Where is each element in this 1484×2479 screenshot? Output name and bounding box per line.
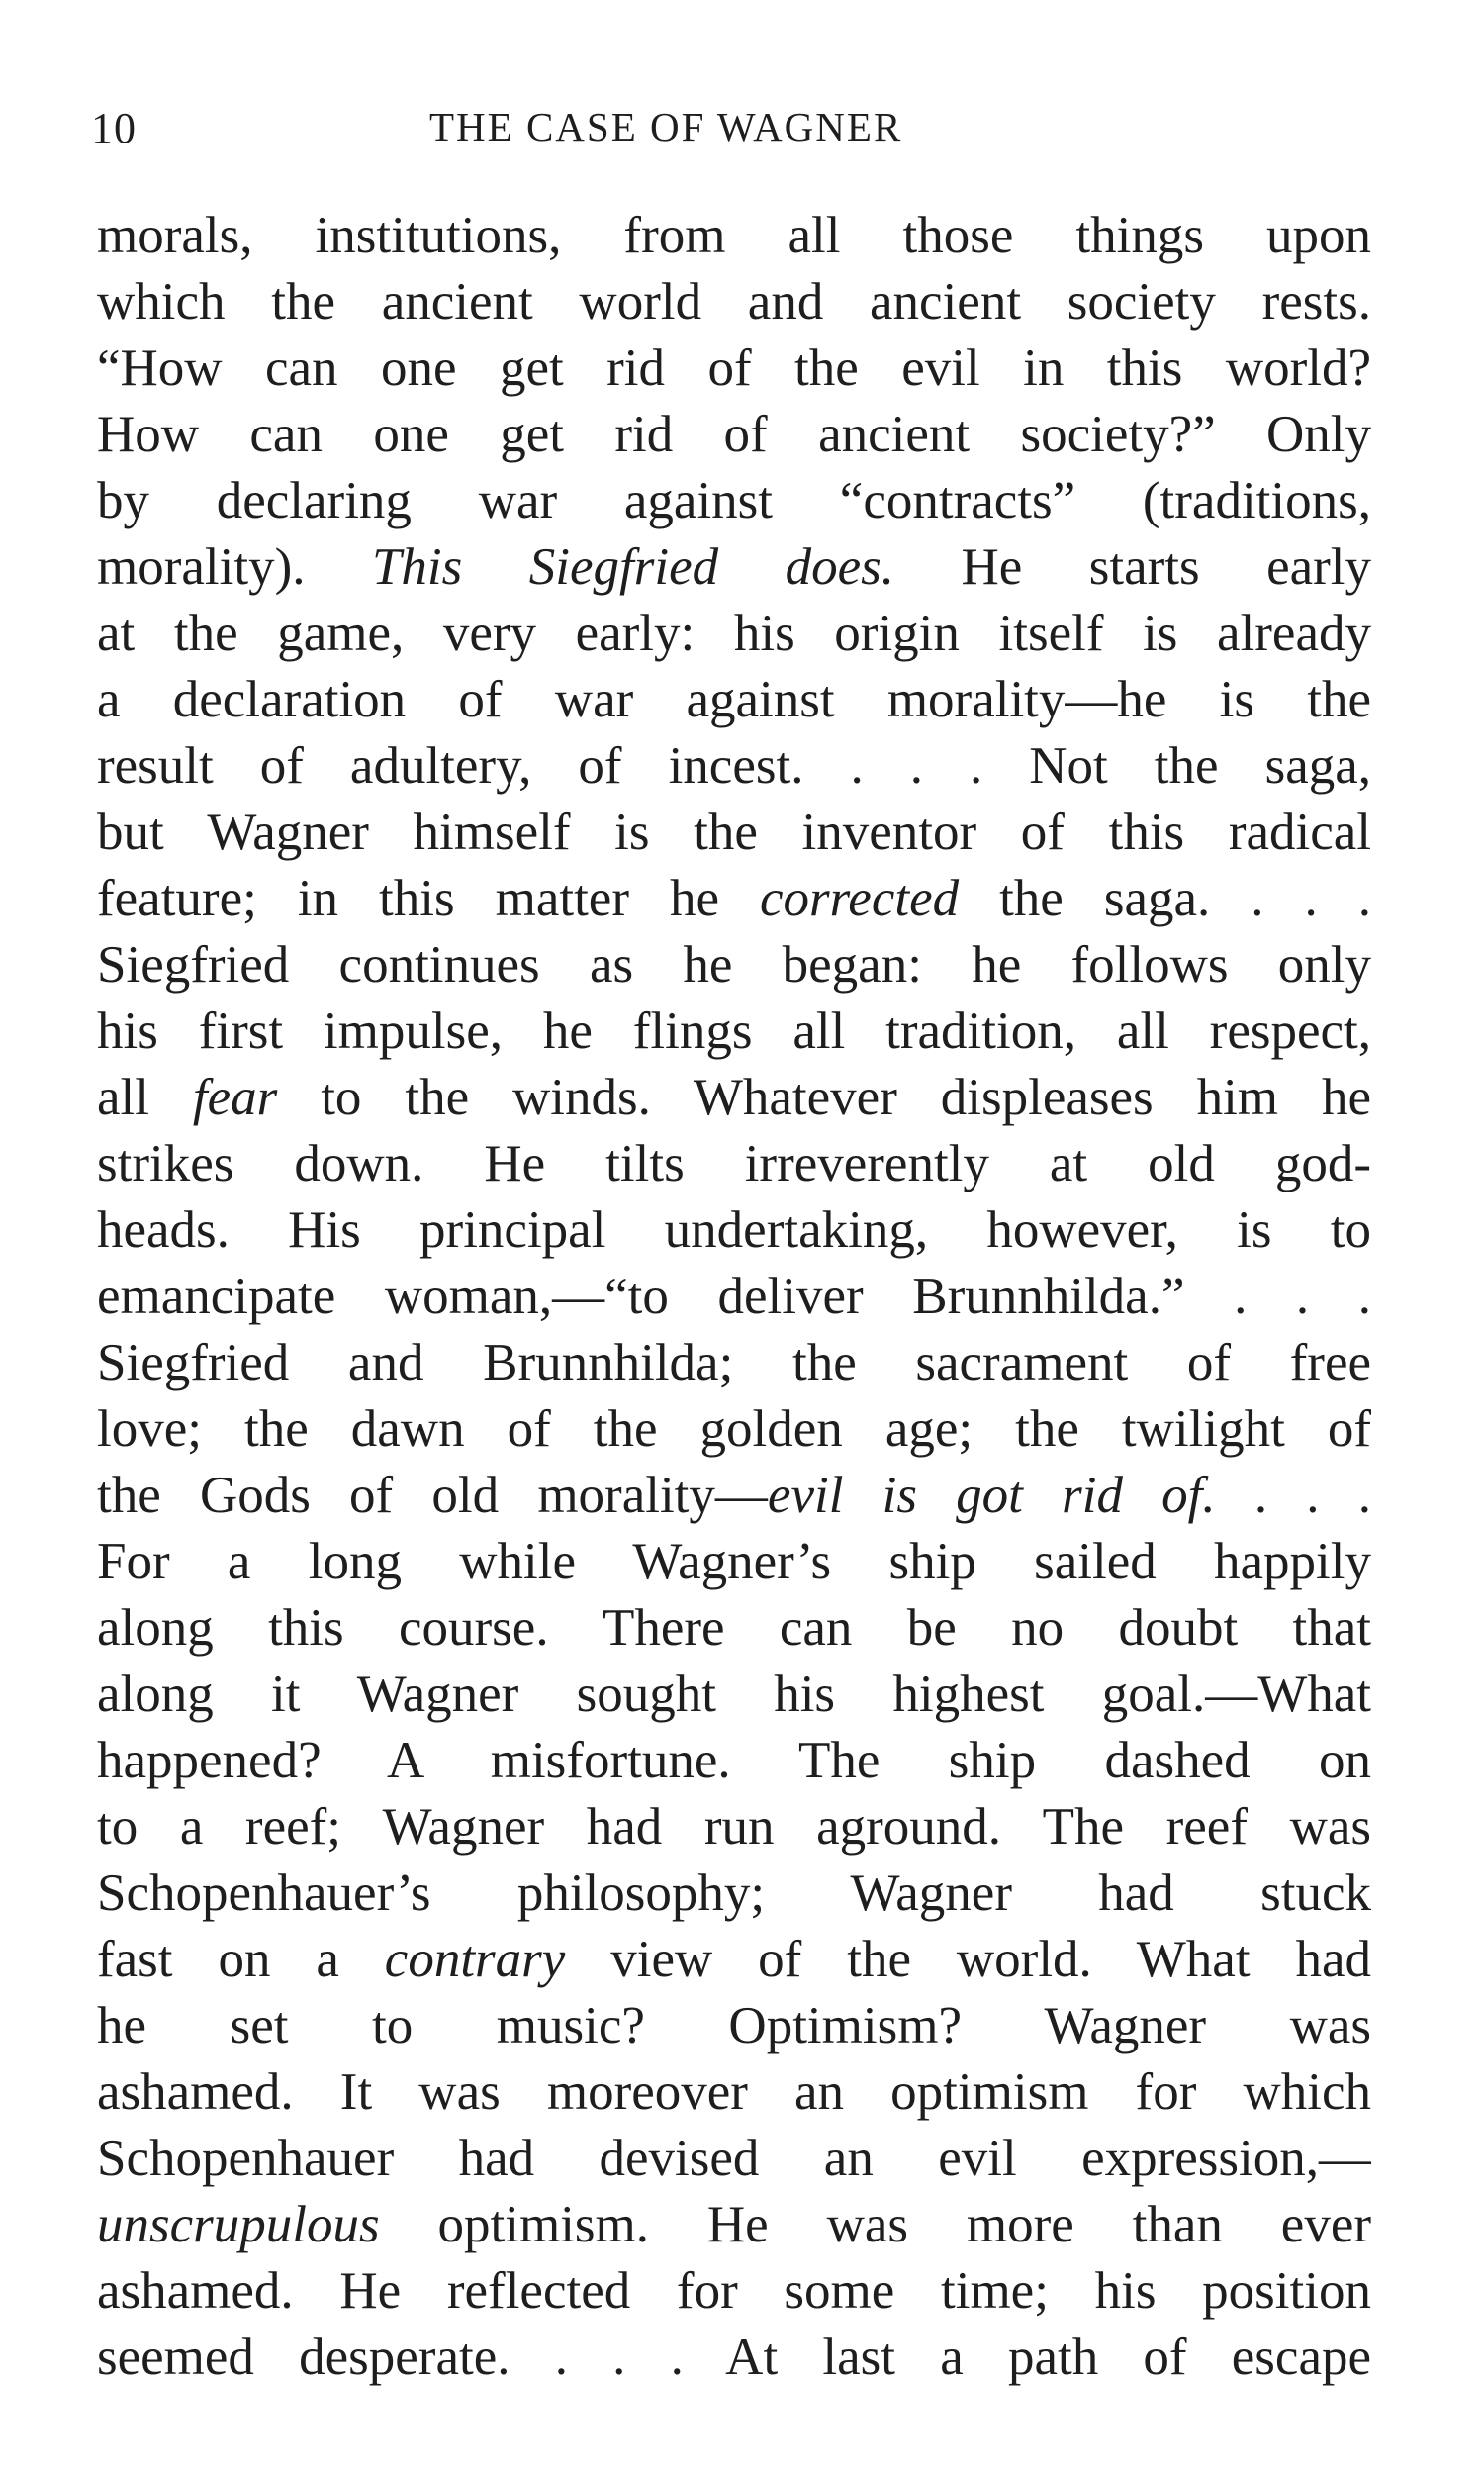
text-run: For a long while Wagner’s ship sailed happily [97,1533,1371,1590]
text-run: result of adultery, of incest. . . . Not the saga, [97,737,1371,795]
text-line [97,1065,1371,1131]
text-line [97,468,1371,534]
text-run: heads. His principal undertaking, however, is to [97,1201,1371,1259]
text-run: optimism. He was more than ever [379,2196,1371,2253]
running-title: THE CASE OF WAGNER [429,104,903,149]
text-line [97,203,1371,269]
text-line [97,866,1371,932]
italic-text: corrected [759,870,960,927]
text-line [97,733,1371,800]
text-run: happened? A misfortune. The ship dashed on [97,1732,1371,1789]
text-line [97,534,1371,601]
text-run: a declaration of war against morality—he is the [97,671,1371,728]
text-line [97,1662,1371,1728]
text-run: by declaring war against “contracts” (traditions, [97,472,1371,529]
text-run: Schopenhauer had devised an evil expression,— [97,2130,1371,2187]
italic-text: unscrupulous [97,2196,380,2253]
text-run: but Wagner himself is the inventor of this radical [97,804,1371,861]
italic-text: evil is got rid of. [767,1467,1216,1524]
text-run: seemed desperate. . . . At last a path of escape [97,2329,1371,2386]
text-run: . . . [1215,1467,1371,1524]
text-line [97,2325,1371,2391]
text-run: his first impulse, he flings all tradition, all respect, [97,1002,1371,1060]
text-run: along it Wagner sought his highest goal.—What [97,1666,1371,1723]
text-line [97,1463,1371,1529]
text-line [97,999,1371,1065]
text-line [97,2258,1371,2325]
text-run: He starts early [893,538,1371,596]
text-line [97,1197,1371,1264]
running-head [91,103,1377,162]
text-run: strikes down. He tilts irreverently at old god- [97,1135,1371,1192]
text-line [97,601,1371,667]
text-run: fast on a [97,1931,385,1988]
text-run: morality). [97,538,372,596]
text-line [97,1927,1371,1993]
text-run: emancipate woman,—“to deliver Brunnhilda.” . . . [97,1268,1371,1325]
text-line [97,1396,1371,1463]
text-line [97,1330,1371,1396]
text-line [97,1264,1371,1330]
text-run: Siegfried and Brunnhilda; the sacrament of free [97,1334,1371,1391]
text-line [97,335,1371,402]
text-line [97,2126,1371,2192]
italic-text: fear [192,1069,278,1126]
text-line [97,1794,1371,1860]
text-line [97,1131,1371,1197]
text-line [97,2059,1371,2126]
text-run: feature; in this matter he [97,870,760,927]
text-run: at the game, very early: his origin itself is already [97,605,1371,662]
text-run: he set to music? Optimism? Wagner was [97,1997,1371,2054]
body-text [97,203,1371,2391]
text-run: Schopenhauer’s philosophy; Wagner had stuck [97,1864,1371,1922]
text-run: view of the world. What had [565,1931,1371,1988]
page-number: 10 [91,104,137,152]
text-run: love; the dawn of the golden age; the twilight of [97,1400,1371,1458]
text-line [97,1595,1371,1662]
italic-text: This Siegfried does. [371,538,894,596]
text-run: to a reef; Wagner had run aground. The reef was [97,1798,1371,1856]
text-run: ashamed. It was moreover an optimism for which [97,2063,1371,2121]
text-line [97,1728,1371,1794]
text-run: “How can one get rid of the evil in this world? [97,339,1371,397]
text-run: ashamed. He reflected for some time; his position [97,2262,1371,2320]
text-run: which the ancient world and ancient society rests. [97,273,1371,331]
text-line [97,1529,1371,1595]
text-run: the Gods of old morality— [97,1467,768,1524]
text-run: to the winds. Whatever displeases him he [277,1069,1371,1126]
text-run: all [97,1069,193,1126]
text-line [97,2192,1371,2258]
text-line [97,402,1371,468]
text-line [97,1860,1371,1927]
text-line [97,932,1371,999]
text-line [97,269,1371,335]
text-run: the saga. . . . [959,870,1371,927]
text-line [97,800,1371,866]
text-line [97,667,1371,733]
text-run: along this course. There can be no doubt that [97,1599,1371,1657]
text-run: morals, institutions, from all those things upon [97,207,1371,264]
text-line [97,1993,1371,2059]
text-run: How can one get rid of ancient society?” Only [97,406,1371,463]
text-run: Siegfried continues as he began: he follows only [97,936,1371,994]
italic-text: contrary [384,1931,566,1988]
